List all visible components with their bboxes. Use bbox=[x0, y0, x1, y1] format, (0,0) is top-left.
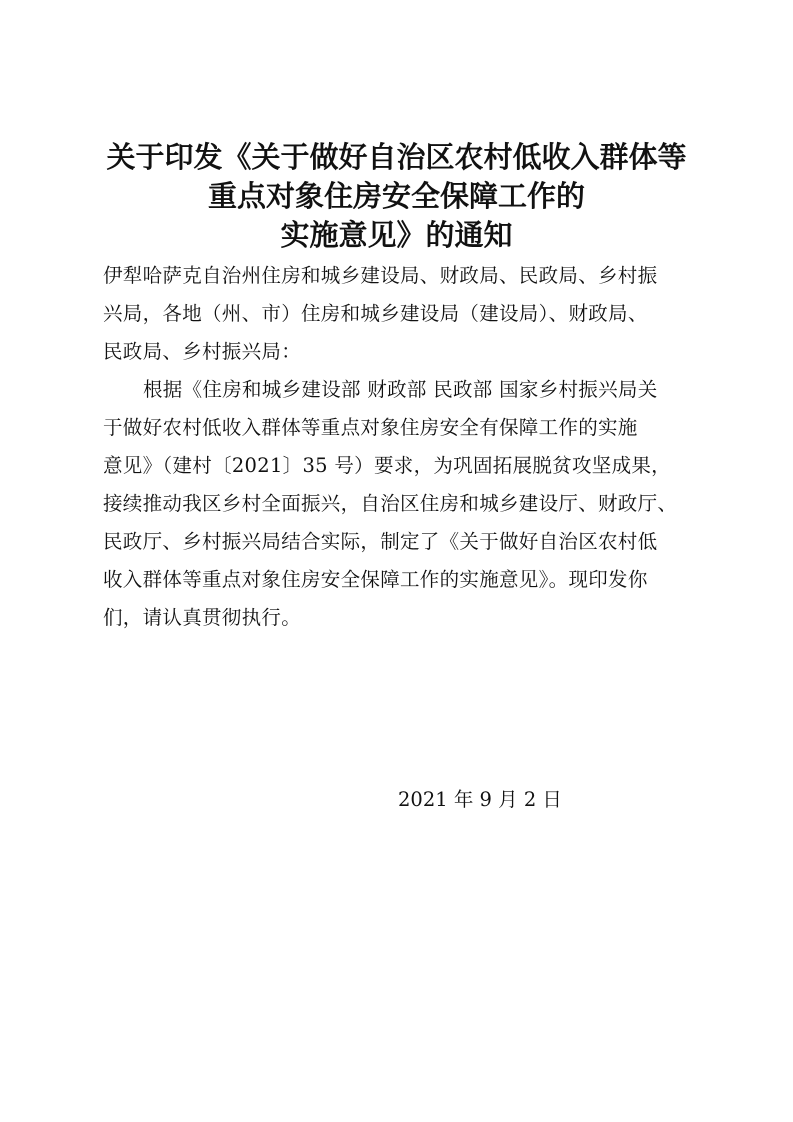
addressee-block bbox=[103, 257, 693, 371]
body-line-7: 们，请认真贯彻执行。 bbox=[103, 606, 302, 629]
body-paragraph bbox=[103, 371, 693, 637]
body-line-4: 接续推动我区乡村全面振兴，自治区住房和城乡建设厅、财政厅、 bbox=[103, 492, 678, 515]
addressee-line-2: 兴局，各地（州、市）住房和城乡建设局（建设局）、财政局、 bbox=[103, 302, 648, 325]
document-title bbox=[60, 138, 733, 255]
title-line-2: 重点对象住房安全保障工作的 bbox=[207, 179, 585, 213]
body-line-2: 于做好农村低收入群体等重点对象住房安全有保障工作的实施 bbox=[103, 416, 638, 439]
title-line-3: 实施意见》的通知 bbox=[280, 218, 513, 252]
body-line-5: 民政厅、乡村振兴局结合实际，制定了《关于做好自治区农村低 bbox=[103, 530, 658, 553]
body-line-3: 意见》（建村〔2021〕35 号）要求，为巩固拓展脱贫攻坚成果， bbox=[103, 454, 671, 477]
title-line-1: 关于印发《关于做好自治区农村低收入群体等 bbox=[106, 140, 687, 174]
addressee-line-1: 伊犁哈萨克自治州住房和城乡建设局、财政局、民政局、乡村振 bbox=[103, 264, 658, 287]
document-date: 2021 年 9 月 2 日 bbox=[398, 788, 562, 811]
body-line-6: 收入群体等重点对象住房安全保障工作的实施意见》。现印发你 bbox=[103, 568, 648, 591]
body-line-1: 根据《住房和城乡建设部 财政部 民政部 国家乡村振兴局关 bbox=[143, 378, 658, 401]
addressee-line-3: 民政局、乡村振兴局： bbox=[103, 340, 302, 363]
